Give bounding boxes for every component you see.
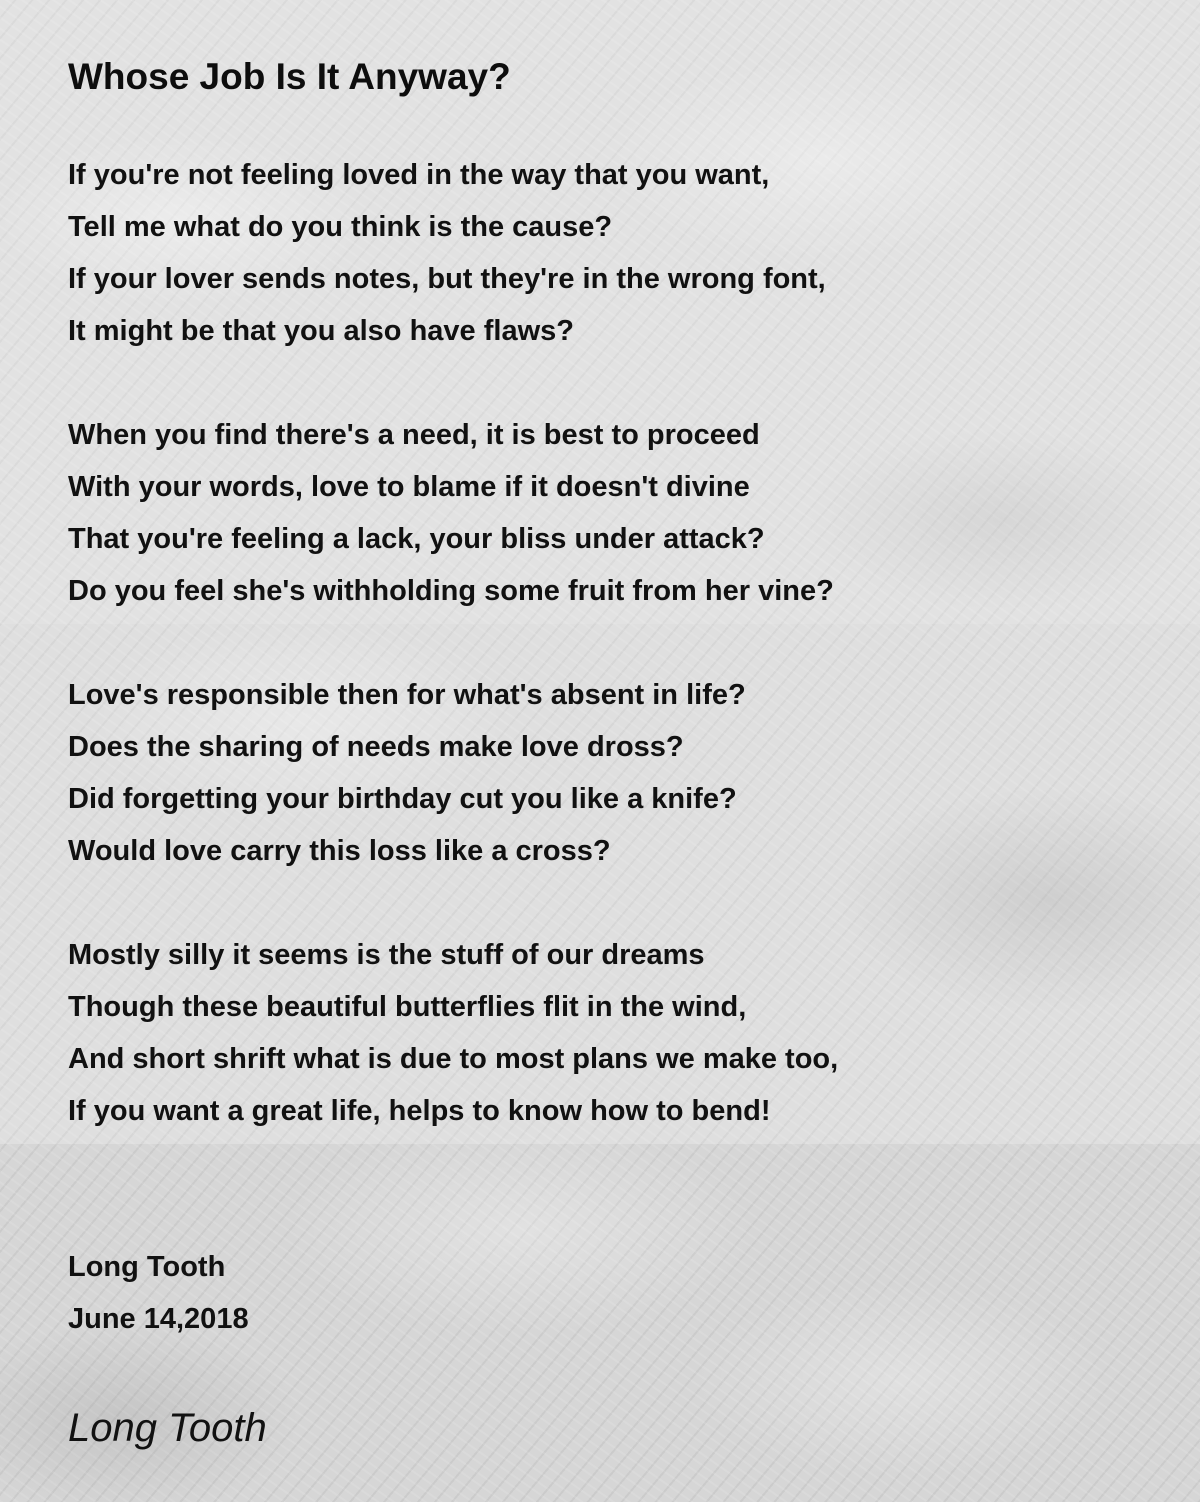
poem-line: Does the sharing of needs make love dross? <box>68 731 684 763</box>
poem-line: It might be that you also have flaws? <box>68 315 574 347</box>
stanza-2 <box>68 409 1168 617</box>
stanza-1 <box>68 149 1168 357</box>
poem-line: If your lover sends notes, but they're in the wrong font, <box>68 263 826 295</box>
stanza-4 <box>68 929 1168 1137</box>
author-signature: Long Tooth <box>68 1406 267 1450</box>
stanza-3 <box>68 669 1168 877</box>
poem-line: With your words, love to blame if it doesn't divine <box>68 471 750 503</box>
poem-line: Mostly silly it seems is the stuff of our dreams <box>68 939 705 971</box>
poem-line: Do you feel she's withholding some fruit from her vine? <box>68 575 834 607</box>
poem-line: When you find there's a need, it is best to proceed <box>68 419 760 451</box>
poem-line: If you want a great life, helps to know how to bend! <box>68 1095 771 1127</box>
poem-line: And short shrift what is due to most plans we make too, <box>68 1043 839 1075</box>
poem-line: Did forgetting your birthday cut you like a knife? <box>68 783 737 815</box>
poem-line: Would love carry this loss like a cross? <box>68 835 611 867</box>
poem-line: Love's responsible then for what's absent in life? <box>68 679 746 711</box>
poem-line: That you're feeling a lack, your bliss under attack? <box>68 523 765 555</box>
poem-line: If you're not feeling loved in the way that you want, <box>68 159 770 191</box>
poem-meta <box>68 1241 249 1345</box>
poem-body <box>68 149 1168 1189</box>
poem-date: June 14,2018 <box>68 1303 249 1335</box>
author-name: Long Tooth <box>68 1251 226 1283</box>
poem-line: Though these beautiful butterflies flit in the wind, <box>68 991 747 1023</box>
poem-title: Whose Job Is It Anyway? <box>68 56 511 97</box>
poem-line: Tell me what do you think is the cause? <box>68 211 613 243</box>
